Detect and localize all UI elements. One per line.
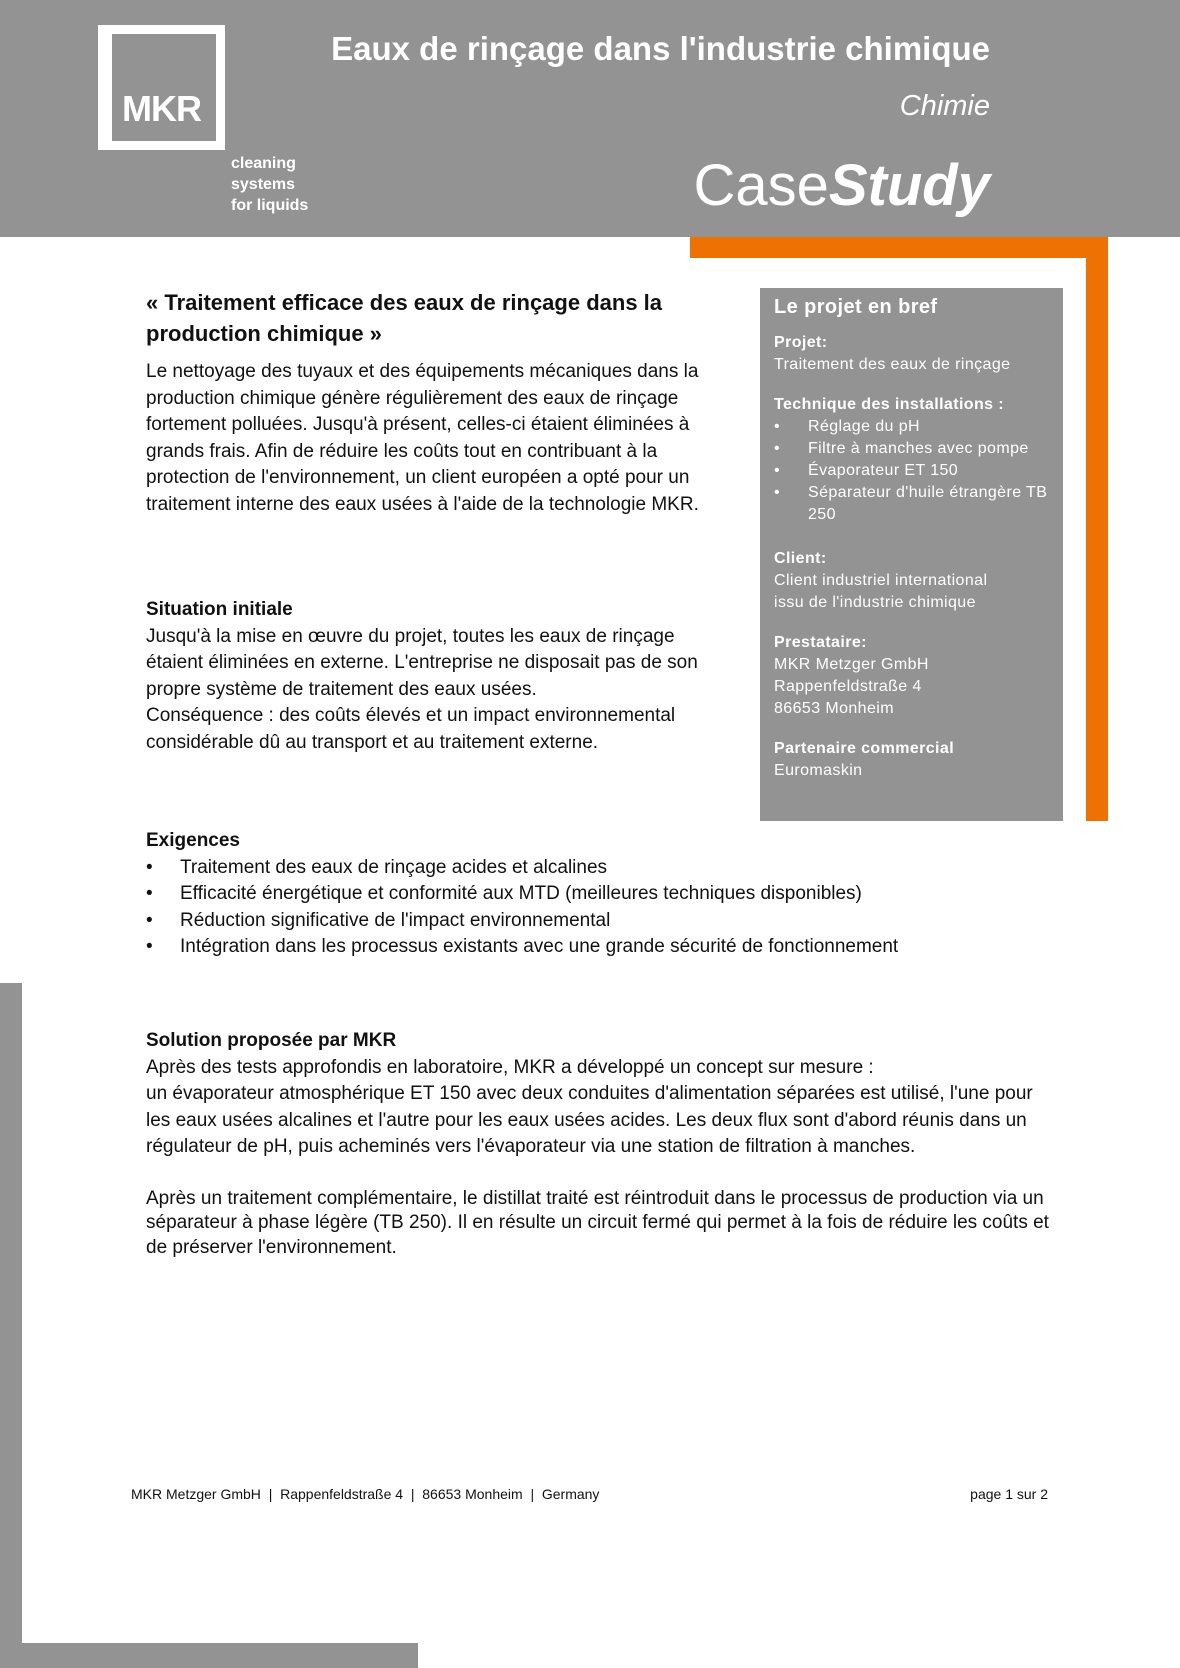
- client-value: Client industriel international: [774, 572, 988, 589]
- client-value: issu de l'industrie chimique: [774, 594, 976, 611]
- requirement-item: • Traitement des eaux de rinçage acides et alcalines: [146, 855, 1046, 882]
- case-light: Case: [693, 153, 829, 218]
- document-title: Eaux de rinçage dans l'industrie chimique: [331, 30, 990, 67]
- presta-value: MKR Metzger GmbH: [774, 656, 929, 673]
- tagline-line: systems: [231, 176, 296, 193]
- case-bold: Study: [828, 153, 990, 218]
- projet-label: Projet:: [774, 334, 828, 351]
- tech-item: • Évaporateur ET 150: [774, 460, 1049, 482]
- presta-value: Rappenfeldstraße 4: [774, 678, 922, 695]
- presta-label: Prestataire:: [774, 634, 867, 651]
- footer-address: MKR Metzger GmbH | Rappenfeldstraße 4 | 86653 Monheim | Germany: [131, 1486, 600, 1502]
- page-number: page 1 sur 2: [970, 1486, 1048, 1502]
- situation-section: [146, 597, 736, 756]
- project-summary-box: [760, 288, 1063, 821]
- orange-accent-bar: [690, 237, 1108, 258]
- requirements-section: [146, 828, 1046, 961]
- tech-item: • Séparateur d'huile étrangère TB 250: [774, 482, 1049, 526]
- orange-accent-side: [1086, 237, 1108, 821]
- header-banner: [0, 0, 1180, 237]
- document-sector: Chimie: [899, 90, 990, 122]
- tech-item: • Filtre à manches avec pompe: [774, 438, 1049, 460]
- projet-value: Traitement des eaux de rinçage: [774, 356, 1011, 373]
- presta-value: 86653 Monheim: [774, 700, 894, 717]
- logo-tagline: [231, 153, 308, 216]
- solution-section: [146, 1028, 1056, 1260]
- solution-heading: Solution proposée par MKR: [146, 1030, 397, 1051]
- requirement-item: • Intégration dans les processus existants avec une grande sécurité de fonctionnement: [146, 934, 1046, 961]
- intro-title: « Traitement efficace des eaux de rinçage dans la production chimique »: [146, 290, 663, 346]
- partner-value: Euromaskin: [774, 762, 863, 779]
- requirements-heading: Exigences: [146, 830, 240, 851]
- tech-label: Technique des installations :: [774, 396, 1005, 413]
- gray-accent-bottom: [0, 1643, 418, 1668]
- intro-section: [146, 287, 736, 518]
- gray-accent-side: [0, 983, 22, 1668]
- tagline-line: for liquids: [231, 197, 309, 214]
- tagline-line: cleaning: [231, 155, 296, 172]
- requirement-item: • Efficacité énergétique et conformité aux MTD (meilleures techniques disponibles): [146, 881, 1046, 908]
- logo: MKR: [122, 88, 201, 129]
- partner-label: Partenaire commercial: [774, 740, 955, 757]
- requirement-item: • Réduction significative de l'impact environnemental: [146, 908, 1046, 935]
- situation-body-2: Conséquence : des coûts élevés et un impact environnemental considérable dû au transport et au traitement externe.: [146, 705, 676, 753]
- solution-body: un évaporateur atmosphérique ET 150 avec deux conduites d'alimentation séparées est utilisé, l'une pour les eaux usées alcalines et l'autre pour les eaux usées acides. Les deux flux sont d'abord réunis dans un régulateur de pH, puis acheminés vers l'évaporateur via une station de filtration à manches.: [146, 1083, 1033, 1157]
- case-study-label: [693, 152, 990, 219]
- situation-body: Jusqu'à la mise en œuvre du projet, toutes les eaux de rinçage étaient éliminées en externe. L'entreprise ne disposait pas de son propre système de traitement des eaux usées.: [146, 625, 698, 700]
- situation-heading: Situation initiale: [146, 599, 293, 620]
- tech-item: • Réglage du pH: [774, 416, 1049, 438]
- intro-body: Le nettoyage des tuyaux et des équipements mécaniques dans la production chimique génère régulièrement des eaux de rinçage fortement polluées. Jusqu'à présent, celles-ci étaient éliminées à grands frais. Afin de réduire les coûts tout en contribuant à la protection de l'environnement, un client européen a opté pour un traitement interne des eaux usées à l'aide de la technologie MKR.: [146, 361, 699, 515]
- solution-body-2: Après un traitement complémentaire, le distillat traité est réintroduit dans le processus de production via un séparateur à phase légère (TB 250). Il en résulte un circuit fermé qui permet à la fois de réduire les coûts et de préserver l'environnement.: [146, 1187, 1049, 1258]
- box-title: Le projet en bref: [774, 296, 938, 318]
- solution-body: Après des tests approfondis en laboratoire, MKR a développé un concept sur mesure :: [146, 1056, 874, 1078]
- client-label: Client:: [774, 550, 827, 567]
